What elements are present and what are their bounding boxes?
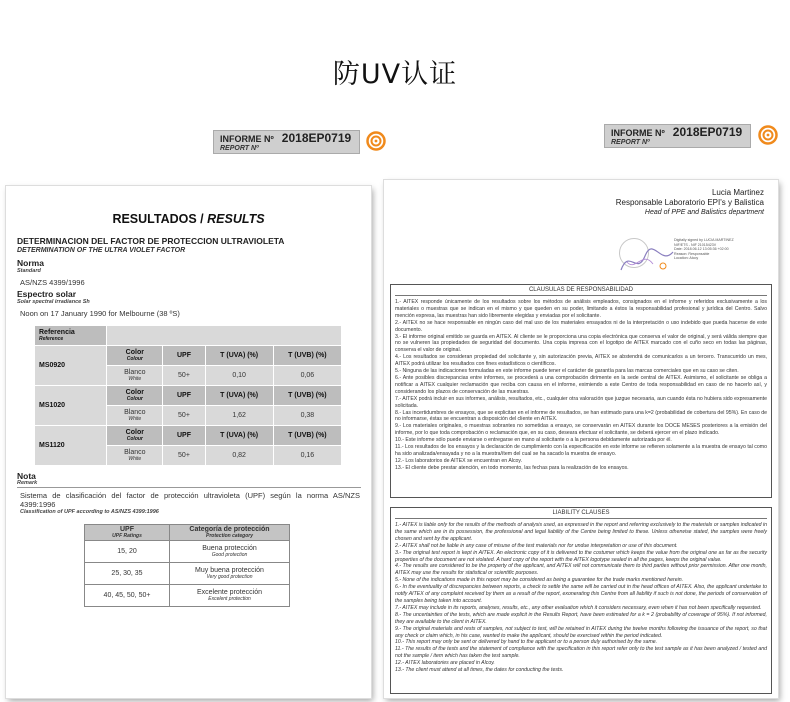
clause-item: 10.- This report may only be sent or delivered by hand to the applicant or to a person duly authorised by the same. bbox=[395, 639, 658, 646]
table-row bbox=[35, 426, 342, 446]
uvb-cell: 0,38 bbox=[273, 406, 341, 426]
report-number-label-right bbox=[604, 124, 751, 148]
clause-item: 12.- AITEX laboratories are placed in Alcoy. bbox=[395, 660, 495, 667]
uva-cell: 0,82 bbox=[205, 446, 273, 466]
clause-item: 1.- AITEX is liable only for the results of the methods of analysis used, as expressed in the report and referring exclusively to the materials or samples indicated in the same which are in its possession, the professional and legal liability of the Centre being limited to these. Unless otherwise stated, the samples were freely chosen and sent by the applicant. bbox=[395, 522, 767, 542]
clause-item: 6.- In the eventuality of discrepancies between reports, a check to settle the same will be carried out in the head offices of AITEX. Also, the applicant undertake to notify AITEX of any complaint received by them as a result of the report, exonerating this Centre from all liability if such is not done, the periods of conservation of the samples being taken into account. bbox=[395, 584, 767, 604]
clause-item: 8.- The uncertainties of the tests, which are made explicit in the Results Report, have been estimated for a k = 2 (probability of coverage of 95%). If not informed, they are available to the client in AITEX. bbox=[395, 611, 767, 625]
uva-cell: 1,62 bbox=[205, 406, 273, 426]
nota-text-en: Classification of UPF according to AS/NZS 4399:1996 bbox=[20, 509, 159, 515]
category-header-label-en: Protection category bbox=[206, 533, 253, 539]
clause-item: 7.- AITEX may include in its reports, analyses, results, etc., any other evaluation which it considers necessary, even when it has not been specifically requested. bbox=[395, 604, 762, 611]
uvb-header: T (UVB) (%) bbox=[273, 346, 341, 366]
clause-item: 3.- The original test report is kept in AITEX. An electronic copy of it is delivered to the costumer which keeps the value from the original one as far as the security properties of the document are not violated. A hard copy of the report with the AITEX logotype sealed in all the pages, keeps the original value. bbox=[395, 549, 767, 563]
upf-header: UPF bbox=[163, 346, 205, 366]
signatory-role-en: Head of PPE and Balistics department bbox=[644, 209, 764, 216]
reference-header-label-en: Reference bbox=[39, 336, 64, 342]
category-value: Muy buena protección bbox=[195, 567, 264, 574]
digital-signature-info: Digitally signed by LUCIA MARTINEZ NIF/ETS - NIF 21015423V Date: 2018.06.12 13:05:36 +02:00 Reason: Responsable Location: Alcoy bbox=[674, 238, 734, 261]
clause-item: 8.- Las incertidumbres de ensayos, que se explicitan en el informe de resultados, se han estimado para una k=2 (probabilidad de cobertura del 95%). En caso de no informarse, éstas se encuentran a disposición del cliente en AITEX. bbox=[395, 409, 767, 423]
results-table bbox=[34, 325, 342, 466]
category-cell bbox=[170, 563, 290, 585]
upf-cell: 50+ bbox=[163, 446, 205, 466]
responsibility-clauses-box bbox=[390, 284, 772, 498]
color-header-label-en: Colour bbox=[126, 356, 143, 362]
clause-item: 13.- The client must attend at all times, the dates for conducting the tests. bbox=[395, 667, 564, 674]
table-row bbox=[85, 585, 290, 607]
espectro-label-en: Solar spectral irradiance Sh bbox=[17, 299, 90, 305]
table-row bbox=[35, 346, 342, 366]
uvb-header: T (UVB) (%) bbox=[273, 426, 341, 446]
norma-label-en: Standard bbox=[17, 268, 41, 274]
color-value: Blanco bbox=[124, 449, 146, 456]
color-header bbox=[107, 426, 163, 446]
ref-cell: MS1020 bbox=[35, 386, 107, 426]
clause-item: 4.- The results are considered to be the property of the applicant, and AITEX will not communicate them to third parties without prior permission. After one month, AITEX may use the results for statistical or scientific purposes. bbox=[395, 563, 767, 577]
ref-cell: MS0920 bbox=[35, 346, 107, 386]
clause-item: 3.- El informe original emitido se guarda en AITEX. Al cliente se le proporciona una copia electrónica que conserva el valor de original, y será válida siempre que no se vulneren las propiedades de seguridad del documento. Una copia impresa con el logotipo de AITEX marcado con el cuño seco en todas las páginas, conserva el valor de original. bbox=[395, 333, 767, 354]
uva-header: T (UVA) (%) bbox=[205, 426, 273, 446]
category-header bbox=[170, 525, 290, 541]
upf-rating-header bbox=[85, 525, 170, 541]
signatory-role: Responsable Laboratorio EPI's y Balistica bbox=[615, 198, 764, 207]
liability-clauses-box bbox=[390, 507, 772, 694]
results-title bbox=[6, 212, 371, 226]
uva-header: T (UVA) (%) bbox=[205, 346, 273, 366]
color-cell bbox=[107, 406, 163, 426]
report-number-label-left bbox=[213, 130, 360, 154]
aitex-swirl-icon bbox=[366, 131, 386, 151]
category-value: Excelente protección bbox=[197, 589, 262, 596]
category-value-en: Good protection bbox=[211, 552, 248, 558]
signature-scribble-icon bbox=[617, 242, 677, 278]
signatory-name: Lucia Martinez bbox=[711, 188, 764, 197]
clause-item: 13.- El cliente debe prestar atención, en todo momento, las fechas para la realización de los ensayos. bbox=[395, 464, 629, 471]
clause-item: 10.- Este informe sólo puede enviarse o entregarse en mano al solicitante o a la persona debidamente autorizada por él. bbox=[395, 437, 672, 444]
espectro-label: Espectro solar bbox=[17, 289, 77, 299]
color-header-label: Color bbox=[125, 349, 144, 356]
color-cell bbox=[107, 446, 163, 466]
color-header-label-en: Colour bbox=[126, 396, 143, 402]
report-number: 2018EP0719 bbox=[281, 131, 352, 145]
clause-item: 2.- AITEX shall not be liable in any case of misuse of the test materials nor for undue interpretation or use of this document. bbox=[395, 542, 678, 549]
upf-rating-cell: 25, 30, 35 bbox=[85, 563, 170, 585]
table-header-row bbox=[35, 326, 342, 346]
color-value: Blanco bbox=[124, 369, 146, 376]
category-value-en: Very good protection bbox=[206, 574, 253, 580]
uv-heading-en: DETERMINATION OF THE ULTRA VIOLET FACTOR bbox=[17, 247, 186, 254]
report-number: 2018EP0719 bbox=[672, 125, 743, 139]
category-value-en: Excelent protection bbox=[208, 596, 251, 602]
clause-item: 7.- AITEX podrá incluir en sus informes, análisis, resultados, etc., cualquier otra valoración que juzgue necesaria, aun cuando ésta no hubiera sido expresamente solicitada. bbox=[395, 395, 767, 409]
reference-header bbox=[35, 326, 107, 346]
results-title-es: RESULTADOS / bbox=[112, 212, 204, 226]
report-label: INFORME Nº bbox=[611, 128, 665, 138]
uva-header: T (UVA) (%) bbox=[205, 386, 273, 406]
upf-cell: 50+ bbox=[163, 406, 205, 426]
uvb-cell: 0,16 bbox=[273, 446, 341, 466]
aitex-swirl-icon bbox=[758, 125, 778, 145]
uvb-cell: 0,06 bbox=[273, 366, 341, 386]
espectro-value: Noon on 17 January 1990 for Melbourne (38 ºS) bbox=[20, 309, 180, 318]
table-row bbox=[85, 541, 290, 563]
clause-item: 6.- Ante posibles discrepancias entre informes, se procederá a una comprobación dirimente en la sede central de AITEX. Asimismo, el solicitante se obliga a notificar a AITEX cualquier reclamación que reciba con causa en el informe, eximiendo a este Centro de toda responsabilidad en caso de no hacerlo así, y considerando los plazos de conservación de las muestras. bbox=[395, 374, 767, 395]
ref-cell: MS1120 bbox=[35, 426, 107, 466]
color-value-en: White bbox=[128, 416, 142, 422]
norma-label: Norma bbox=[17, 258, 44, 268]
clause-item: 1.- AITEX responde únicamente de los resultados sobre los métodos de análisis empleados, consignados en el informe y referidos exclusivamente a los materiales o muestras que se indican en el mismo y que queden en su poder, limitando a éstos la responsabilidad profesional y jurídica del Centro. Salvo mención expresa, las muestras han sido libremente elegidas y enviadas por el solicitante. bbox=[395, 299, 767, 319]
report-label-en: REPORT Nº bbox=[611, 139, 650, 146]
page-title: 防UV认证 bbox=[332, 59, 458, 90]
results-page bbox=[6, 186, 371, 698]
upf-header: UPF bbox=[163, 386, 205, 406]
clause-item: 9.- The original materials and rests of samples, not subject to test, will be retained in AITEX during the twelve months following the issuance of the report, so that any check or claim which, in his case, wanted to make the applicant, should be exercised within the period indicated. bbox=[395, 625, 767, 639]
color-header-label: Color bbox=[125, 389, 144, 396]
reference-header-label: Referencia bbox=[39, 329, 75, 336]
nota-text: Sistema de clasificación del factor de protección ultravioleta (UPF) según la norma AS/NZS 4399:1996 bbox=[20, 491, 360, 509]
category-value: Buena protección bbox=[202, 545, 257, 552]
uv-heading: DETERMINACION DEL FACTOR DE PROTECCION ULTRAVIOLETA bbox=[17, 236, 285, 246]
clauses-page bbox=[384, 180, 778, 698]
category-cell bbox=[170, 541, 290, 563]
color-header-label-en: Colour bbox=[126, 436, 143, 442]
norma-value: AS/NZS 4399/1996 bbox=[20, 278, 85, 287]
clauses-es-title: CLAUSULAS DE RESPONSABILIDAD bbox=[395, 287, 767, 296]
divider bbox=[17, 487, 361, 488]
signature-block bbox=[616, 188, 764, 218]
clause-item: 12.- Los laboratorios de AITEX se encuentran en Alcoy. bbox=[395, 457, 523, 464]
category-header-label: Categoría de protección bbox=[189, 526, 270, 533]
clause-item: 11.- Los resultados de los ensayos y la declaración de cumplimiento con la especificación en este informe se refieren solamente a la muestra de ensayo tal como ha sido analizada/ensayada y no a la muestra/ítem del cual se ha sacado la muestra de ensayo. bbox=[395, 444, 767, 457]
clause-item: 11.- The results of the tests and the statement of compliance with the specification in this report refer only to the test sample as it has been analyzed / tested and not the sample / item which has taken the test sample. bbox=[395, 646, 767, 660]
upf-classification-table bbox=[84, 524, 290, 607]
color-value-en: White bbox=[128, 456, 142, 462]
color-value-en: White bbox=[128, 376, 142, 382]
upf-cell: 50+ bbox=[163, 366, 205, 386]
upf-header: UPF bbox=[163, 426, 205, 446]
upf-rating-header-label-en: UPF Ratings bbox=[112, 533, 142, 539]
table-row bbox=[85, 563, 290, 585]
clause-item: 2.- AITEX no se hace responsable en ningún caso del mal uso de los materiales ensayados ni de la interpretación o uso indebido que pueda hacerse de este documento. bbox=[395, 319, 767, 333]
color-header bbox=[107, 386, 163, 406]
table-row bbox=[35, 386, 342, 406]
clause-item: 5.- None of the indications made in this report may be considered as being a guarantee for the trade marks mentioned herein. bbox=[395, 577, 684, 584]
clause-item: 5.- Ninguna de las indicaciones formuladas en este informe puede tener el carácter de garantía para las marcas comerciales que en su caso se citen. bbox=[395, 368, 739, 375]
results-title-en: RESULTS bbox=[207, 212, 265, 226]
report-label-en: REPORT Nº bbox=[220, 145, 259, 152]
category-cell bbox=[170, 585, 290, 607]
nota-label: Nota bbox=[17, 471, 36, 481]
uva-cell: 0,10 bbox=[205, 366, 273, 386]
color-header-label: Color bbox=[125, 429, 144, 436]
color-value: Blanco bbox=[124, 409, 146, 416]
uvb-header: T (UVB) (%) bbox=[273, 386, 341, 406]
upf-rating-cell: 15, 20 bbox=[85, 541, 170, 563]
color-header bbox=[107, 346, 163, 366]
report-label: INFORME Nº bbox=[220, 134, 274, 144]
upf-rating-header-label: UPF bbox=[120, 526, 134, 533]
upf-rating-cell: 40, 45, 50, 50+ bbox=[85, 585, 170, 607]
nota-label-en: Remark bbox=[17, 480, 38, 486]
table-header-row bbox=[85, 525, 290, 541]
clauses-en-title: LIABILITY CLAUSES bbox=[395, 510, 767, 519]
clause-item: 4.- Los resultados se consideran propiedad del solicitante y, sin autorización previa, AITEX se abstendrá de comunicarlos a un tercero. Transcurrido un mes, AITEX podrá utilizar los resultados con fines estadísticos o científicos. bbox=[395, 354, 767, 368]
color-cell bbox=[107, 366, 163, 386]
header-spacer bbox=[107, 326, 342, 346]
clause-item: 9.- Los materiales originales, o muestras sobrantes no sometidas a ensayo, se conservarán en AITEX durante los DOCE MESES posteriores a la emisión del informe, por lo que toda comprobación o reclamación que, en su caso, deseara efectuar el solicitante, se deberá ejercer en el plazo indicado. bbox=[395, 423, 767, 437]
